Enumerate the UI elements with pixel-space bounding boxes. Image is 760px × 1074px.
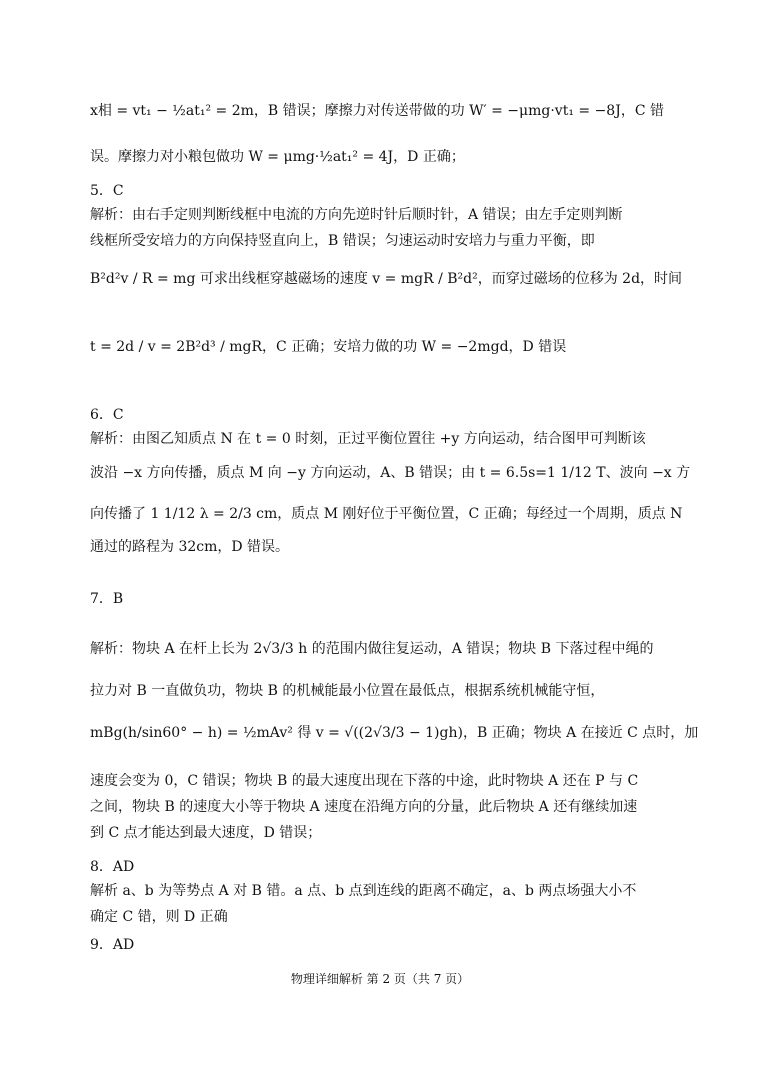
text-line: 确定 C 错，则 D 正确	[90, 909, 228, 925]
text-line: 解析：由图乙知质点 N 在 t = 0 时刻，正过平衡位置往 +y 方向运动，结合图甲可判断该	[90, 431, 646, 447]
text-line: 到 C 点才能达到最大速度，D 错误；	[90, 825, 322, 841]
question-number: 7．B	[90, 591, 124, 607]
text-line: 之间，物块 B 的速度大小等于物块 A 速度在沿绳方向的分量，此后物块 A 还有继续加速	[90, 799, 638, 815]
text-line: 解析 a、b 为等势点 A 对 B 错。a 点、b 点到连线的距离不确定，a、b 两点场强大小不	[90, 883, 637, 899]
text-line: 向传播了 1 1/12 λ = 2/3 cm，质点 M 刚好位于平衡位置，C 正确；每经过一个周期，质点 N	[90, 506, 683, 522]
text-line: 波沿 −x 方向传播，质点 M 向 −y 方向运动，A、B 错误；由 t = 6.5s=1 1/12 T、波向 −x 方	[90, 465, 691, 481]
text-line: 线框所受安培力的方向保持竖直向上，B 错误；匀速运动时安培力与重力平衡，即	[90, 233, 595, 249]
question-number: 5．C	[90, 183, 124, 199]
text-line: 速度会变为 0，C 错误；物块 B 的最大速度出现在下落的中途，此时物块 A 还在 P 与 C	[90, 773, 639, 789]
text-line: 解析：由右手定则判断线框中电流的方向先逆时针后顺时针，A 错误；由左手定则判断	[90, 207, 623, 223]
text-line: 解析：物块 A 在杆上长为 2√3/3 h 的范围内做往复运动，A 错误；物块 B 下落过程中绳的	[90, 641, 654, 657]
text-line: B²d²v / R = mg 可求出线框穿越磁场的速度 v = mgR / B²d²，而穿过磁场的位移为 2d，时间	[90, 271, 683, 287]
text-line: 误。摩擦力对小粮包做功 W = μmg·½at₁² = 4J，D 正确；	[90, 149, 465, 165]
question-number: 9．AD	[90, 937, 135, 953]
text-line: 拉力对 B 一直做负功，物块 B 的机械能最小位置在最低点，根据系统机械能守恒，	[90, 683, 605, 699]
page-footer: 物理详细解析 第 2 页（共 7 页）	[290, 972, 470, 986]
text-line: t = 2d / v = 2B²d³ / mgR，C 正确；安培力做的功 W = −2mgd，D 错误	[90, 339, 567, 355]
text-line: x相 = vt₁ − ½at₁² = 2m，B 错误；摩擦力对传送带做的功 W′ = −μmg·vt₁ = −8J，C 错	[90, 103, 664, 119]
text-line: mBg(h/sin60° − h) = ½mAv² 得 v = √((2√3/3 − 1)gh)，B 正确；物块 A 在接近 C 点时，加	[90, 725, 699, 741]
question-number: 6．C	[90, 407, 124, 423]
question-number: 8．AD	[90, 859, 135, 875]
text-line: 通过的路程为 32cm，D 错误。	[90, 539, 290, 555]
